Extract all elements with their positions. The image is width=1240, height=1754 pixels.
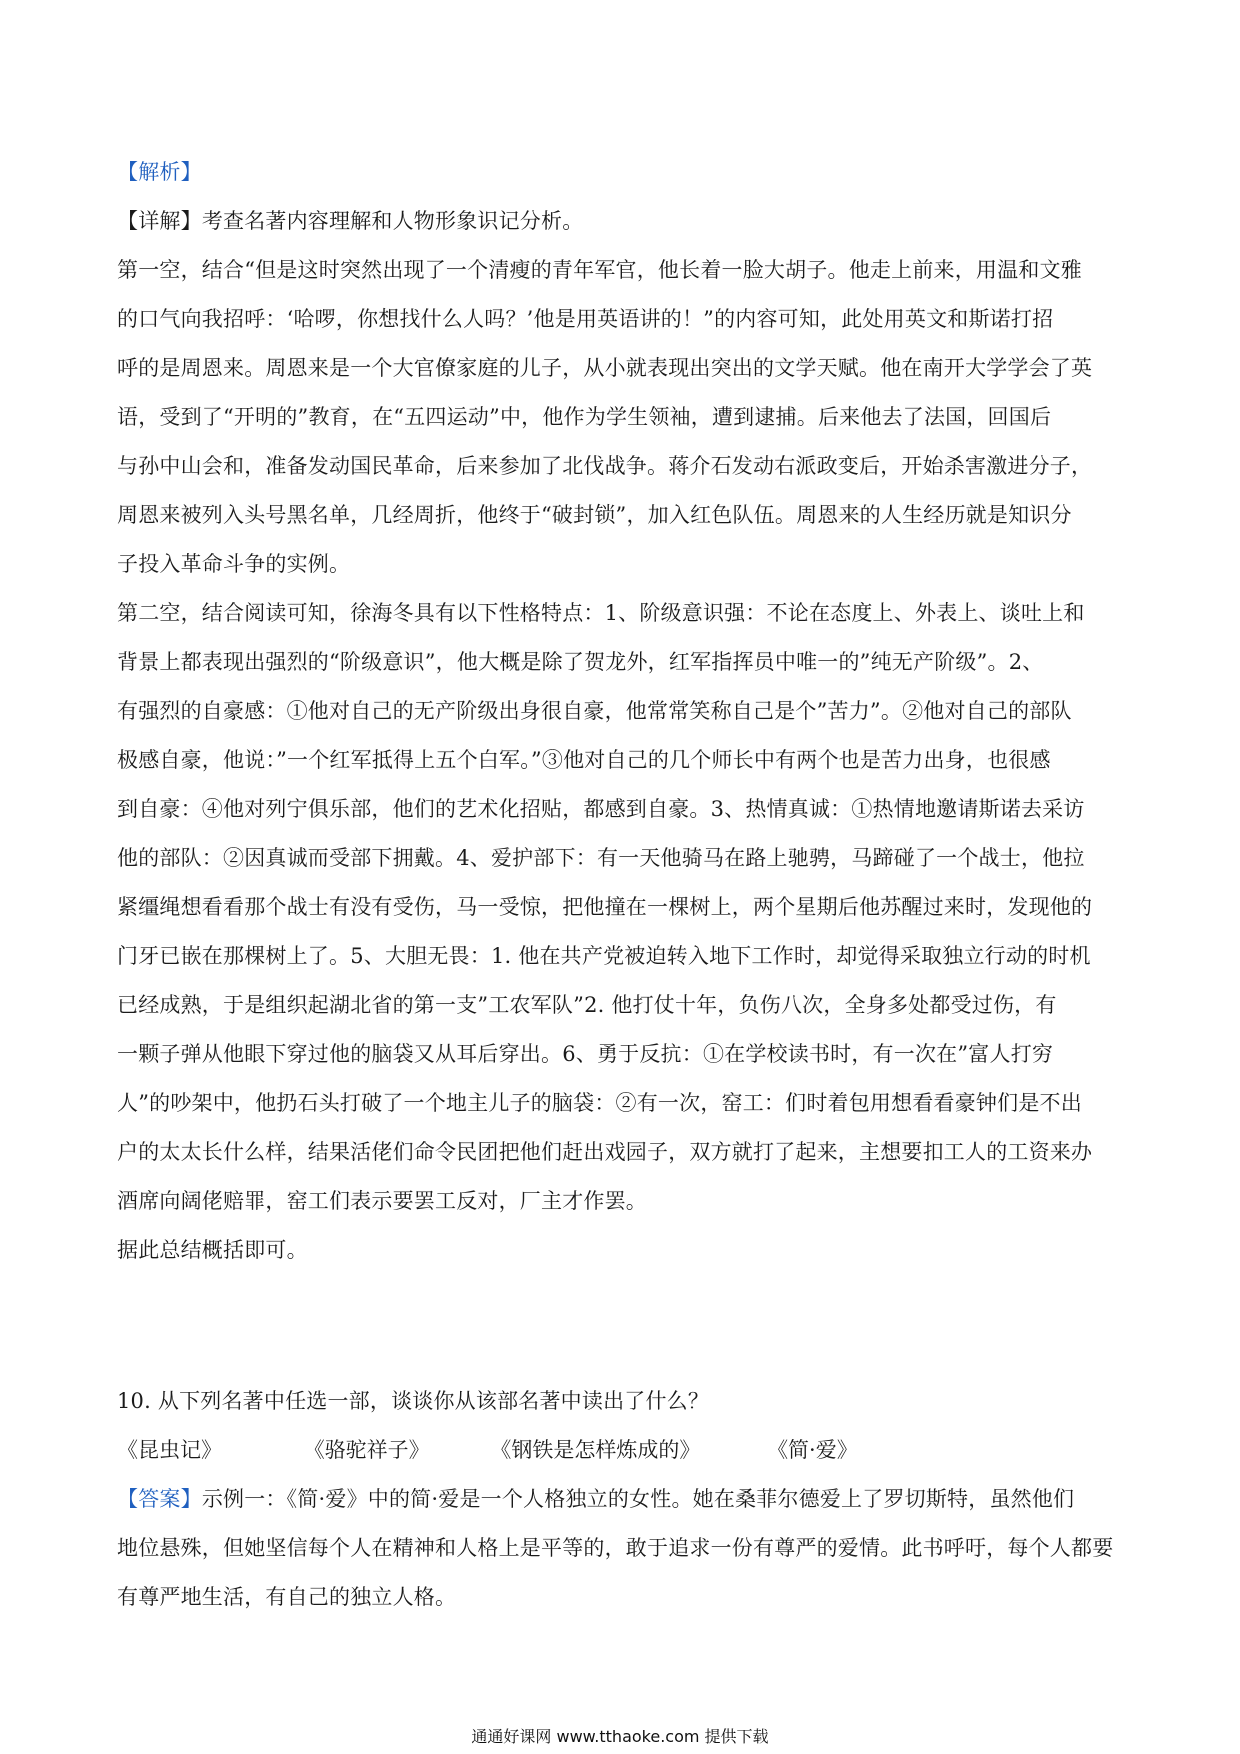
text-line: 第一空，结合“但是这时突然出现了一个清瘦的青年军官，他长着一脸大胡子。他走上前来，用温和文雅	[117, 258, 1082, 282]
text-line: 背景上都表现出强烈的“阶级意识”，他大概是除了贺龙外，红军指挥员中唯一的”纯无产阶级”。2、	[117, 650, 1044, 674]
detail-text: 考查名著内容理解和人物形象识记分析。	[201, 209, 584, 233]
text-line: 极感自豪，他说：”一个红军抵得上五个白军。”③他对自己的几个师长中有两个也是苦力出身，也很感	[117, 748, 1051, 772]
text-line: 户的太太长什么样，结果活佬们命令民团把他们赶出戏园子，双方就打了起来，主想要扣工人的工资来办	[117, 1140, 1093, 1164]
answer-text: 示例一：《简·爱》中的简·爱是一个人格独立的女性。她在桑菲尔德爱上了罗切斯特，虽然他们	[201, 1487, 1075, 1511]
answer-line: 有尊严地生活，有自己的独立人格。	[117, 1585, 457, 1609]
text-line: 他的部队：②因真诚而受部下拥戴。4、爱护部下：有一天他骑马在路上驰骋，马蹄碰了一个战士，他拉	[117, 846, 1085, 870]
text-line: 有强烈的自豪感：①他对自己的无产阶级出身很自豪，他常常笑称自己是个”苦力”。②他对自己的部队	[117, 699, 1072, 723]
text-line: 的口气向我招呼：‘哈啰，你想找什么人吗？’他是用英语讲的！”的内容可知，此处用英文和斯诺打招	[117, 307, 1054, 331]
detail-line	[117, 197, 1137, 246]
text-line: 一颗子弹从他眼下穿过他的脑袋又从耳后穿出。6、勇于反抗：①在学校读书时，有一次在”富人打穷	[117, 1042, 1054, 1066]
footer-watermark: 通通好课网 www.tthaoke.com 提供下载	[471, 1727, 769, 1746]
text-line: 酒席向阔佬赔罪，窑工们表示要罢工反对，厂主才作罢。	[117, 1189, 647, 1213]
works-list	[117, 1426, 1137, 1475]
page-content	[117, 148, 1137, 1622]
text-line: 紧缰绳想看看那个战士有没有受伤，马一受惊，把他撞在一棵树上，两个星期后他苏醒过来时，发现他的	[117, 895, 1093, 919]
answer-line: 地位悬殊，但她坚信每个人在精神和人格上是平等的，敢于追求一份有尊严的爱情。此书呼吁，每个人都要	[117, 1536, 1114, 1560]
section-spacer	[117, 1275, 1137, 1377]
work-item: 《骆驼祥子》	[303, 1438, 430, 1462]
answer-line	[117, 1475, 1137, 1524]
work-item: 《简·爱》	[767, 1438, 858, 1462]
detail-tag: 【详解】	[117, 209, 202, 233]
text-line: 子投入革命斗争的实例。	[117, 552, 351, 576]
text-line: 门牙已嵌在那棵树上了。5、大胆无畏：1. 他在共产党被迫转入地下工作时，却觉得采取独立行动的时机	[117, 944, 1091, 968]
text-line: 人”的吵架中，他扔石头打破了一个地主儿子的脑袋：②有一次，窑工：们时着包用想看看豪钟们是不出	[117, 1091, 1082, 1115]
text-line: 第二空，结合阅读可知，徐海冬具有以下性格特点：1、阶级意识强：不论在态度上、外表上、谈吐上和	[117, 601, 1085, 625]
text-line: 到自豪：④他对列宁俱乐部，他们的艺术化招贴，都感到自豪。3、热情真诚：①热情地邀请斯诺去采访	[117, 797, 1085, 821]
text-line: 与孙中山会和，准备发动国民革命，后来参加了北伐战争。蒋介石发动右派政变后，开始杀害激进分子，	[117, 454, 1093, 478]
work-item: 《钢铁是怎样炼成的》	[490, 1438, 701, 1462]
work-item: 《昆虫记》	[117, 1438, 222, 1462]
text-line: 周恩来被列入头号黑名单，几经周折，他终于“破封锁”，加入红色队伍。周恩来的人生经历就是知识分	[117, 503, 1072, 527]
text-line: 呼的是周恩来。周恩来是一个大官僚家庭的儿子，从小就表现出突出的文学天赋。他在南开大学学会了英	[117, 356, 1093, 380]
text-line: 已经成熟，于是组织起湖北省的第一支”工农军队”2. 他打仗十年，负伤八次，全身多处都受过伤，有	[117, 993, 1057, 1017]
text-line: 据此总结概括即可。	[117, 1238, 308, 1262]
answer-tag: 【答案】	[117, 1487, 202, 1511]
question-10-prompt: 10. 从下列名著中任选一部，谈谈你从该部名著中读出了什么？	[117, 1389, 710, 1413]
text-line: 语，受到了“开明的”教育，在“五四运动”中，他作为学生领袖，遭到逮捕。后来他去了法国，回国后	[117, 405, 1052, 429]
analysis-tag: 【解析】	[117, 160, 202, 184]
analysis-heading	[117, 148, 1137, 197]
